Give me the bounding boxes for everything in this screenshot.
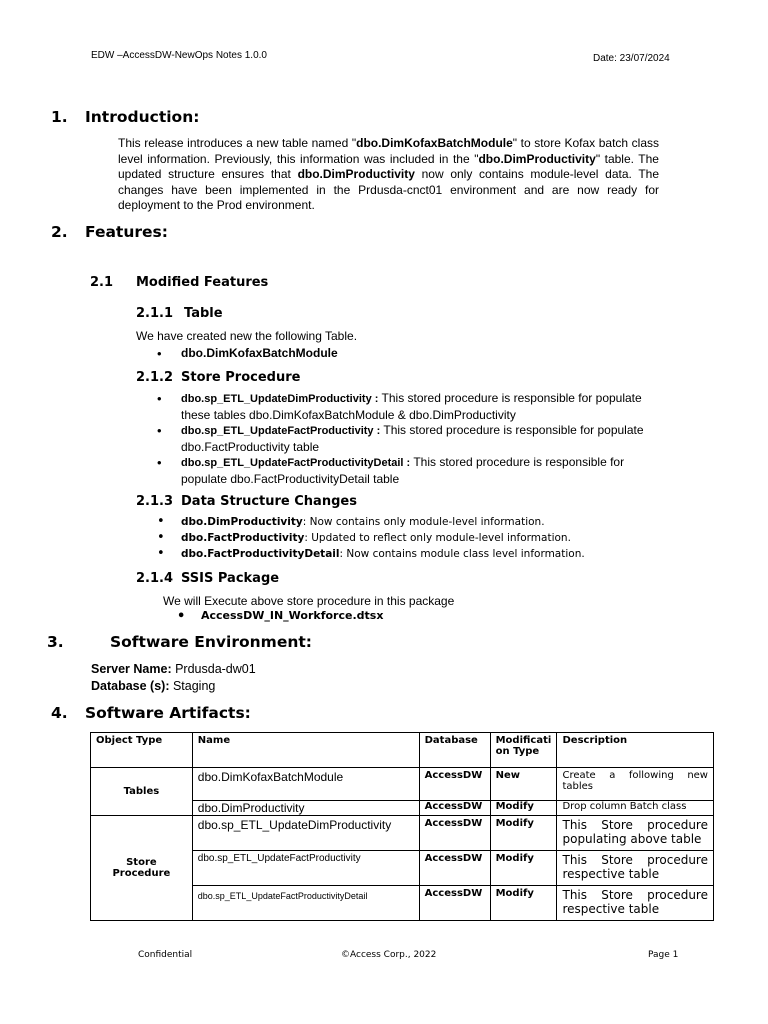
subsection-2-1-1-title: Table	[184, 306, 223, 321]
subsection-2-1-2-title: Store Procedure	[181, 370, 301, 385]
footer-copyright: ©Access Corp., 2022	[341, 950, 437, 960]
ssis-intro-text: We will Execute above store procedure in this package	[163, 594, 455, 608]
software-artifacts-table	[90, 732, 714, 921]
col-modification-type: Modification Type	[490, 733, 557, 768]
group-store-procedure: Store Procedure	[91, 816, 193, 921]
intro-old-table-name-2: dbo.DimProductivity	[297, 167, 415, 181]
section-2-title: Features:	[85, 223, 168, 241]
footer-confidential: Confidential	[138, 950, 193, 960]
section-4-number: 4.	[51, 704, 68, 722]
subsection-2-1-title: Modified Features	[136, 275, 269, 290]
list-item: • dbo.FactProductivityDetail: Now contains module class level information.	[157, 546, 585, 562]
subsection-2-1-2-number: 2.1.2	[136, 370, 174, 385]
section-3-title: Software Environment:	[110, 633, 312, 651]
new-table-list	[157, 346, 338, 362]
list-item: • dbo.sp_ETL_UpdateFactProductivityDetail : This stored procedure is responsible for populate dbo.FactProductivityDetail table	[157, 455, 660, 487]
section-1-number: 1.	[51, 108, 68, 126]
table-row: Tables dbo.DimKofaxBatchModule AccessDW New Create a following new tables	[91, 768, 714, 801]
list-item: • AccessDW_IN_Workforce.dtsx	[177, 609, 383, 622]
col-description: Description	[557, 733, 714, 768]
group-tables: Tables	[91, 768, 193, 816]
document-header-title: EDW –AccessDW-NewOps Notes 1.0.0	[91, 50, 267, 61]
subsection-2-1-1-number: 2.1.1	[136, 306, 174, 321]
table-intro-text: We have created new the following Table.	[136, 329, 358, 343]
data-structure-list	[157, 514, 585, 562]
list-item: • dbo.DimProductivity: Now contains only module-level information.	[157, 514, 585, 530]
table-header-row	[91, 733, 714, 768]
section-4-title: Software Artifacts:	[85, 704, 251, 722]
subsection-2-1-4-number: 2.1.4	[136, 571, 174, 586]
list-item: • dbo.sp_ETL_UpdateFactProductivity : This stored procedure is responsible for populate dbo.FactProductivity table	[157, 423, 660, 455]
col-object-type: Object Type	[91, 733, 193, 768]
col-name: Name	[192, 733, 419, 768]
intro-old-table-name: dbo.DimProductivity	[478, 151, 596, 166]
table-row: dbo.sp_ETL_UpdateFactProductivity AccessDW Modify This Store procedure respective table	[91, 851, 714, 886]
document-header-date: Date: 23/07/2024	[593, 53, 670, 64]
database-line: Database (s): Staging	[91, 679, 216, 693]
subsection-2-1-number: 2.1	[90, 275, 114, 290]
intro-table-name: dbo.DimKofaxBatchModule	[356, 136, 513, 150]
table-row: dbo.DimProductivity AccessDW Modify Drop column Batch class	[91, 801, 714, 816]
section-1-title: Introduction:	[85, 108, 200, 126]
server-name-line: Server Name: Prdusda-dw01	[91, 662, 256, 676]
store-procedure-list	[157, 391, 660, 487]
ssis-package-list	[177, 609, 383, 622]
table-row: Store Procedure dbo.sp_ETL_UpdateDimProductivity AccessDW Modify This Store procedure populating above table	[91, 816, 714, 851]
introduction-paragraph: This release introduces a new table named "dbo.DimKofaxBatchModule" to store Kofax batch class level information. Previously, this information was included in the "dbo.DimProductivity" table. The updated structure ensures that dbo.DimProductivity now only contains module-level data. The changes have been implemented in the Prdusda-cnct01 environment and are now ready for deployment to the Prod environment.	[118, 136, 660, 212]
list-item: • dbo.FactProductivity: Updated to reflect only module-level information.	[157, 530, 585, 546]
subsection-2-1-4-title: SSIS Package	[181, 571, 280, 586]
footer-page-number: Page 1	[648, 950, 679, 960]
list-item: • dbo.sp_ETL_UpdateDimProductivity : This stored procedure is responsible for populate these tables dbo.DimKofaxBatchModule & dbo.DimProductivity	[157, 391, 660, 423]
table-row: dbo.sp_ETL_UpdateFactProductivityDetail AccessDW Modify This Store procedure respective table	[91, 886, 714, 921]
list-item: • dbo.DimKofaxBatchModule	[157, 346, 338, 362]
subsection-2-1-3-number: 2.1.3	[136, 494, 174, 509]
subsection-2-1-3-title: Data Structure Changes	[181, 494, 357, 509]
section-3-number: 3.	[47, 633, 64, 651]
col-database: Database	[419, 733, 490, 768]
section-2-number: 2.	[51, 223, 68, 241]
